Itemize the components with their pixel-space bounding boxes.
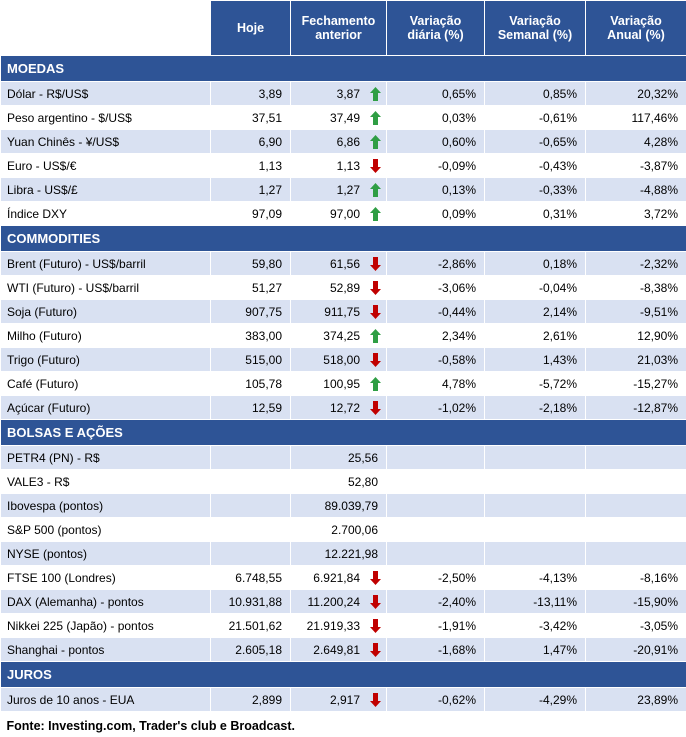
cell-hoje: 59,80 [211,252,291,276]
table-header [1,1,686,56]
cell-variacao-semanal: 2,14% [485,300,586,324]
arrow-down-icon [369,595,382,609]
footer-row [1,712,686,737]
cell-value: 6.921,84 [313,571,360,585]
header-cell-hoje: Hoje [211,1,291,56]
section-title: BOLSAS E AÇÕES [1,420,686,446]
arrow-up-icon [369,377,382,391]
table-row [1,276,686,300]
cell-hoje: 51,27 [211,276,291,300]
cell-variacao-semanal [485,470,586,494]
cell-variacao-anual [586,494,686,518]
row-label: Nikkei 225 (Japão) - pontos [1,614,211,638]
cell-variacao-anual: -20,91% [586,638,686,662]
cell-variacao-diaria: 0,60% [387,130,485,154]
row-label: S&P 500 (pontos) [1,518,211,542]
cell-fechamento-anterior [291,348,387,372]
table-row [1,82,686,106]
cell-variacao-semanal [485,446,586,470]
cell-variacao-diaria: 0,13% [387,178,485,202]
cell-fechamento-anterior [291,518,387,542]
cell-value: 12.221,98 [325,547,378,561]
arrow-up-icon [369,329,382,343]
cell-hoje: 37,51 [211,106,291,130]
cell-fechamento-anterior [291,542,387,566]
row-label: WTI (Futuro) - US$/barril [1,276,211,300]
table-row [1,348,686,372]
header-cell-variacao-diaria: Variação diária (%) [387,1,485,56]
cell-variacao-diaria: -0,44% [387,300,485,324]
table-row [1,252,686,276]
section-title: MOEDAS [1,56,686,82]
cell-variacao-anual: 3,72% [586,202,686,226]
cell-value: 97,00 [330,207,360,221]
cell-value: 52,89 [330,281,360,295]
section-header-row [1,226,686,252]
table-row [1,300,686,324]
table-row [1,396,686,420]
cell-variacao-diaria: 0,09% [387,202,485,226]
cell-variacao-semanal [485,542,586,566]
cell-variacao-anual: -8,16% [586,566,686,590]
table-row [1,470,686,494]
table-row [1,154,686,178]
cell-variacao-anual [586,518,686,542]
cell-variacao-diaria: -1,02% [387,396,485,420]
row-label: PETR4 (PN) - R$ [1,446,211,470]
cell-fechamento-anterior [291,566,387,590]
cell-variacao-diaria [387,518,485,542]
row-label: Dólar - R$/US$ [1,82,211,106]
cell-value: 2.700,06 [331,523,378,537]
cell-variacao-semanal: 1,47% [485,638,586,662]
cell-fechamento-anterior [291,178,387,202]
cell-variacao-semanal: 0,31% [485,202,586,226]
table-row [1,372,686,396]
table-row [1,494,686,518]
cell-fechamento-anterior [291,324,387,348]
arrow-down-icon [369,693,382,707]
cell-variacao-diaria [387,542,485,566]
cell-variacao-diaria: 0,03% [387,106,485,130]
cell-variacao-anual [586,446,686,470]
cell-value: 6,86 [337,135,360,149]
cell-variacao-diaria: -0,58% [387,348,485,372]
cell-fechamento-anterior [291,252,387,276]
cell-variacao-anual: -9,51% [586,300,686,324]
header-cell-variacao-anual: Variação Anual (%) [586,1,686,56]
cell-value: 2,917 [330,693,360,707]
table-row [1,566,686,590]
header-row [1,1,686,56]
cell-variacao-anual: 20,32% [586,82,686,106]
cell-fechamento-anterior [291,130,387,154]
cell-variacao-anual: 4,28% [586,130,686,154]
arrow-up-icon [369,135,382,149]
section-title: COMMODITIES [1,226,686,252]
section-header-row [1,662,686,688]
cell-variacao-anual [586,470,686,494]
cell-value: 374,25 [323,329,360,343]
cell-variacao-semanal: -0,43% [485,154,586,178]
table-row [1,638,686,662]
cell-hoje: 21.501,62 [211,614,291,638]
table-row [1,130,686,154]
cell-value: 61,56 [330,257,360,271]
header-cell-fechamento-anterior: Fechamento anterior [291,1,387,56]
cell-variacao-diaria: -2,86% [387,252,485,276]
cell-hoje: 383,00 [211,324,291,348]
cell-variacao-anual: -3,87% [586,154,686,178]
cell-variacao-diaria: 0,65% [387,82,485,106]
table-row [1,446,686,470]
cell-variacao-semanal: -0,61% [485,106,586,130]
cell-value: 12,72 [330,401,360,415]
table-row [1,178,686,202]
cell-variacao-anual: 12,90% [586,324,686,348]
cell-variacao-anual: 21,03% [586,348,686,372]
cell-hoje: 1,27 [211,178,291,202]
row-label: Trigo (Futuro) [1,348,211,372]
cell-value: 911,75 [324,305,360,319]
arrow-down-icon [369,305,382,319]
arrow-up-icon [369,111,382,125]
cell-variacao-anual: 23,89% [586,688,686,712]
cell-variacao-semanal: 2,61% [485,324,586,348]
cell-variacao-semanal [485,494,586,518]
cell-variacao-semanal: 0,85% [485,82,586,106]
cell-variacao-diaria: -0,62% [387,688,485,712]
header-cell-variacao-semanal: Variação Semanal (%) [485,1,586,56]
cell-variacao-diaria: -3,06% [387,276,485,300]
cell-variacao-semanal [485,518,586,542]
row-label: Shanghai - pontos [1,638,211,662]
row-label: NYSE (pontos) [1,542,211,566]
row-label: Ibovespa (pontos) [1,494,211,518]
cell-hoje [211,494,291,518]
row-label: Euro - US$/€ [1,154,211,178]
cell-variacao-anual: -12,87% [586,396,686,420]
row-label: Café (Futuro) [1,372,211,396]
cell-variacao-anual: -2,32% [586,252,686,276]
cell-hoje: 10.931,88 [211,590,291,614]
cell-variacao-anual: -8,38% [586,276,686,300]
cell-value: 89.039,79 [325,499,378,513]
section-header-row [1,420,686,446]
row-label: DAX (Alemanha) - pontos [1,590,211,614]
cell-variacao-anual: -15,27% [586,372,686,396]
cell-hoje: 1,13 [211,154,291,178]
cell-fechamento-anterior [291,590,387,614]
section-header-row [1,56,686,82]
table-row [1,106,686,130]
row-label: Juros de 10 anos - EUA [1,688,211,712]
cell-fechamento-anterior [291,688,387,712]
row-label: VALE3 - R$ [1,470,211,494]
cell-variacao-diaria: -2,50% [387,566,485,590]
arrow-down-icon [369,159,382,173]
arrow-down-icon [369,281,382,295]
cell-variacao-anual: 117,46% [586,106,686,130]
cell-value: 3,87 [337,87,360,101]
row-label: Peso argentino - $/US$ [1,106,211,130]
cell-fechamento-anterior [291,614,387,638]
cell-variacao-anual: -15,90% [586,590,686,614]
table-row [1,518,686,542]
cell-variacao-semanal: -4,29% [485,688,586,712]
cell-variacao-diaria [387,470,485,494]
cell-value: 21.919,33 [307,619,360,633]
cell-value: 100,95 [323,377,360,391]
cell-value: 25,56 [348,451,378,465]
cell-hoje [211,518,291,542]
cell-hoje: 515,00 [211,348,291,372]
cell-fechamento-anterior [291,202,387,226]
cell-variacao-diaria [387,446,485,470]
cell-variacao-anual: -4,88% [586,178,686,202]
cell-value: 518,00 [323,353,360,367]
cell-fechamento-anterior [291,396,387,420]
cell-fechamento-anterior [291,276,387,300]
cell-hoje [211,470,291,494]
table-row [1,324,686,348]
cell-variacao-diaria: -1,91% [387,614,485,638]
cell-variacao-diaria: 4,78% [387,372,485,396]
row-label: Índice DXY [1,202,211,226]
cell-hoje: 2.605,18 [211,638,291,662]
cell-value: 37,49 [330,111,360,125]
cell-hoje: 97,09 [211,202,291,226]
cell-variacao-diaria: 2,34% [387,324,485,348]
arrow-down-icon [369,257,382,271]
header-cell-blank [1,1,211,56]
cell-fechamento-anterior [291,154,387,178]
cell-variacao-diaria: -0,09% [387,154,485,178]
cell-value: 11.200,24 [308,595,361,609]
table-row [1,590,686,614]
arrow-up-icon [369,87,382,101]
cell-variacao-diaria: -2,40% [387,590,485,614]
cell-variacao-semanal: -3,42% [485,614,586,638]
cell-variacao-semanal: 0,18% [485,252,586,276]
cell-fechamento-anterior [291,470,387,494]
cell-variacao-diaria [387,494,485,518]
table-row [1,202,686,226]
cell-value: 1,13 [337,159,360,173]
cell-fechamento-anterior [291,494,387,518]
arrow-down-icon [369,353,382,367]
cell-fechamento-anterior [291,106,387,130]
cell-hoje: 2,899 [211,688,291,712]
cell-variacao-diaria: -1,68% [387,638,485,662]
row-label: Soja (Futuro) [1,300,211,324]
cell-hoje: 3,89 [211,82,291,106]
cell-value: 1,27 [337,183,360,197]
cell-variacao-semanal: -13,11% [485,590,586,614]
arrow-down-icon [369,571,382,585]
cell-hoje [211,542,291,566]
table-row [1,688,686,712]
cell-variacao-semanal: -2,18% [485,396,586,420]
arrow-up-icon [369,183,382,197]
row-label: FTSE 100 (Londres) [1,566,211,590]
row-label: Brent (Futuro) - US$/barril [1,252,211,276]
cell-hoje: 12,59 [211,396,291,420]
table-row [1,542,686,566]
cell-variacao-semanal: 1,43% [485,348,586,372]
arrow-down-icon [369,643,382,657]
table-body [1,56,686,737]
cell-fechamento-anterior [291,300,387,324]
cell-fechamento-anterior [291,446,387,470]
cell-variacao-semanal: -0,65% [485,130,586,154]
cell-hoje: 105,78 [211,372,291,396]
row-label: Milho (Futuro) [1,324,211,348]
cell-variacao-semanal: -0,04% [485,276,586,300]
cell-fechamento-anterior [291,372,387,396]
cell-fechamento-anterior [291,638,387,662]
source-note: Fonte: Investing.com, Trader's club e Broadcast. [1,712,686,737]
section-title: JUROS [1,662,686,688]
cell-variacao-anual: -3,05% [586,614,686,638]
row-label: Açúcar (Futuro) [1,396,211,420]
cell-variacao-semanal: -0,33% [485,178,586,202]
cell-fechamento-anterior [291,82,387,106]
cell-hoje: 907,75 [211,300,291,324]
cell-hoje: 6.748,55 [211,566,291,590]
row-label: Libra - US$/£ [1,178,211,202]
cell-variacao-semanal: -4,13% [485,566,586,590]
cell-hoje: 6,90 [211,130,291,154]
cell-value: 2.649,81 [313,643,360,657]
arrow-down-icon [369,619,382,633]
cell-variacao-semanal: -5,72% [485,372,586,396]
cell-hoje [211,446,291,470]
cell-variacao-anual [586,542,686,566]
arrow-up-icon [369,207,382,221]
arrow-down-icon [369,401,382,415]
table-row [1,614,686,638]
row-label: Yuan Chinês - ¥/US$ [1,130,211,154]
cell-value: 52,80 [348,475,378,489]
